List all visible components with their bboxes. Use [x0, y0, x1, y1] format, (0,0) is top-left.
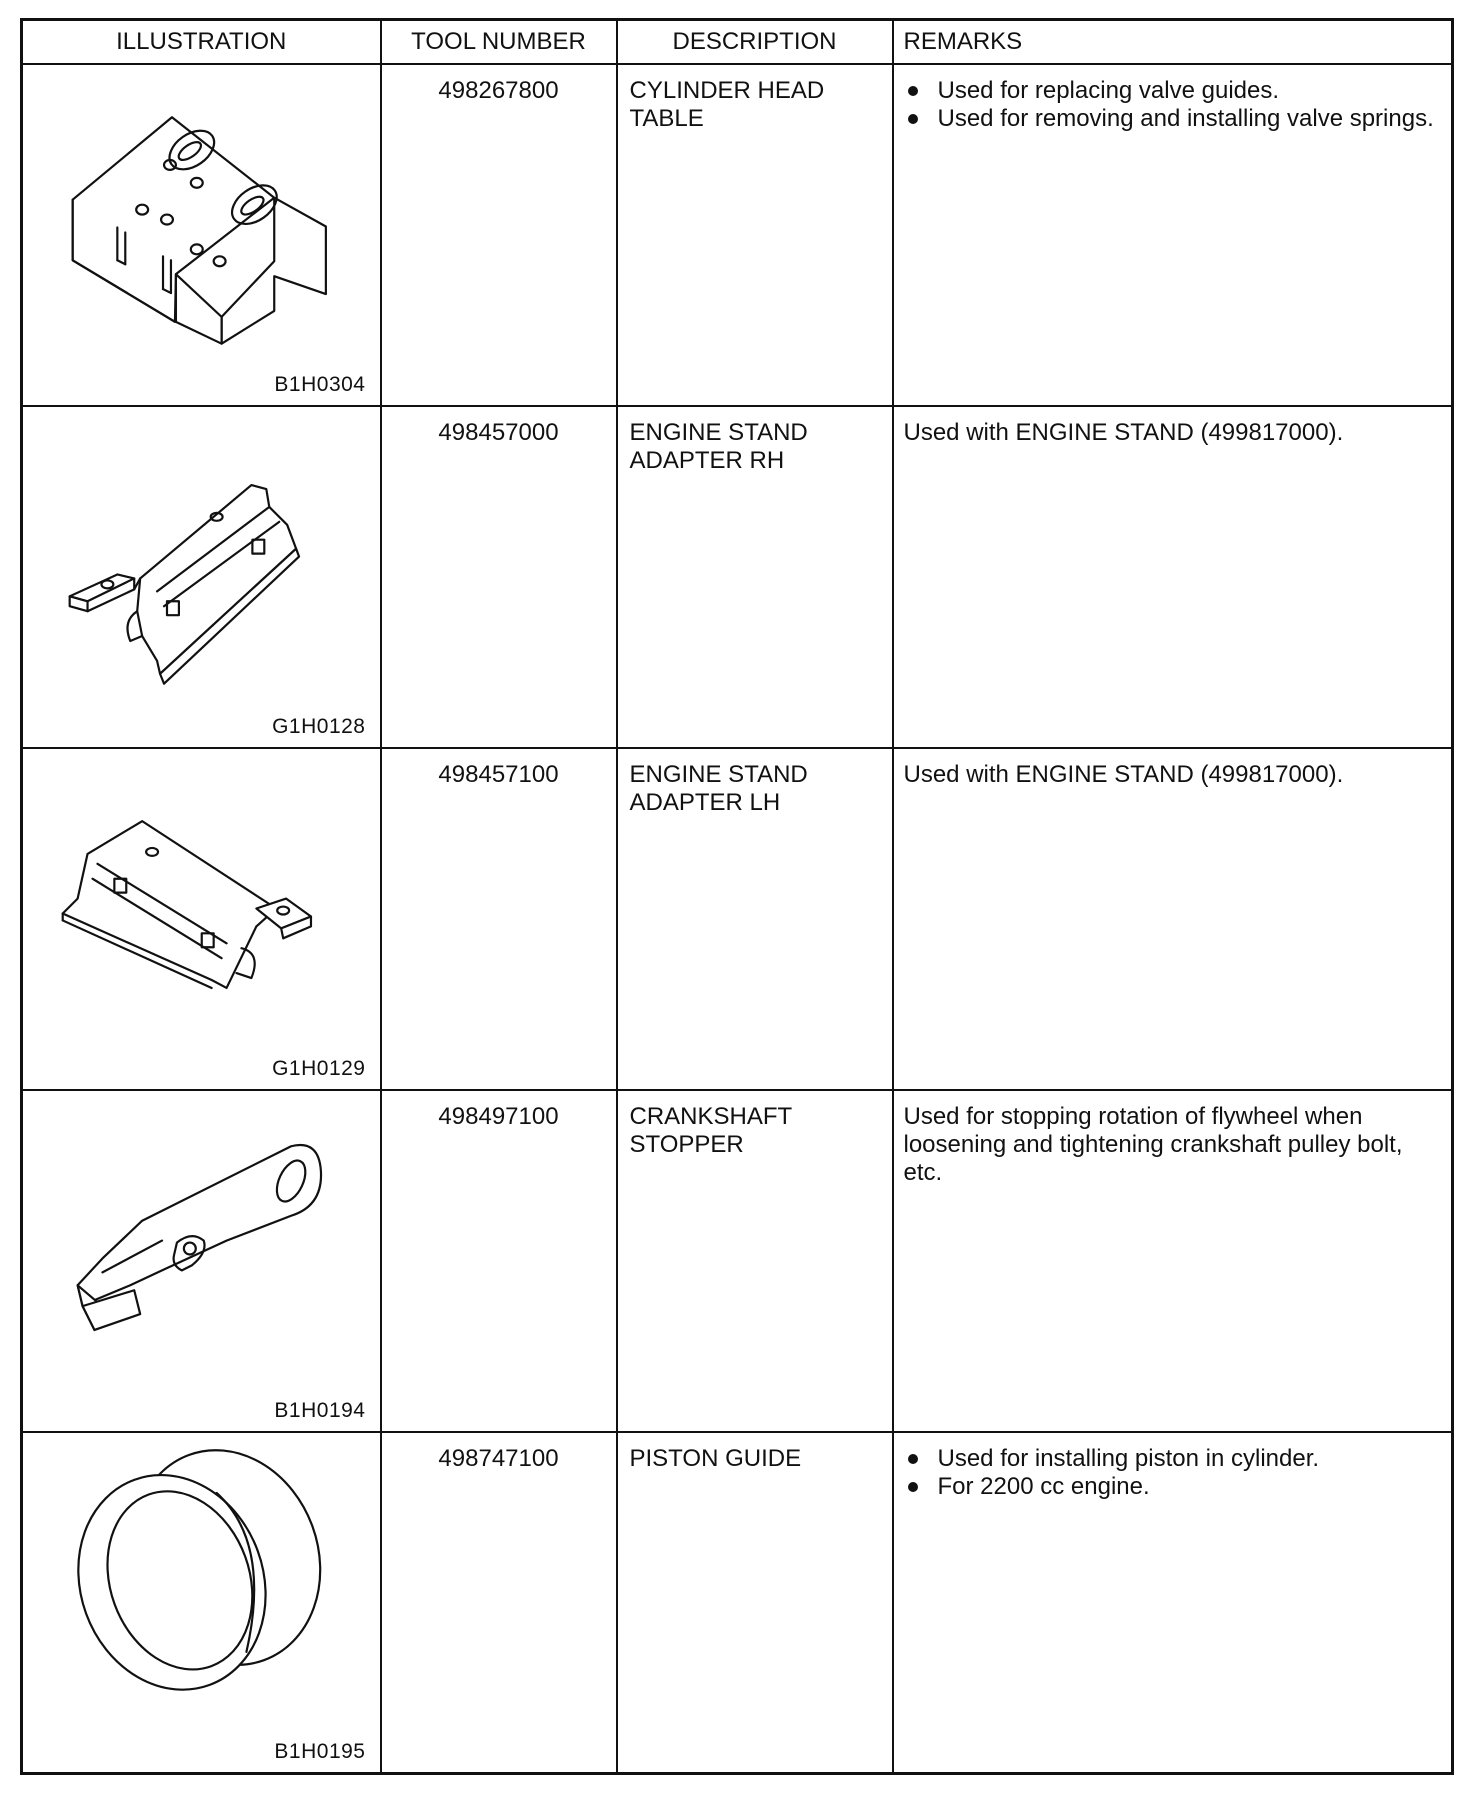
remark-text: Used with ENGINE STAND (499817000).: [903, 418, 1344, 446]
remarks-cell: [893, 748, 1453, 1090]
figure-code: B1H0304: [274, 372, 366, 396]
description-cell: CYLINDER HEAD TABLE: [617, 64, 893, 406]
remarks-cell: [893, 1432, 1453, 1774]
illustration-cell: [22, 1432, 381, 1774]
description-cell: ENGINE STAND ADAPTER LH: [617, 748, 893, 1090]
tool-number-cell: 498497100: [381, 1090, 617, 1432]
figure-code: G1H0129: [272, 1056, 366, 1080]
illustration-cell: [22, 1090, 381, 1432]
engine-stand-adapter-lh-illustration: [23, 749, 380, 1089]
description-cell: ENGINE STAND ADAPTER RH: [617, 406, 893, 748]
illustration-cell: [22, 748, 381, 1090]
description-cell: CRANKSHAFT STOPPER: [617, 1090, 893, 1432]
remark-item: Used for installing piston in cylinder.: [904, 1445, 1440, 1473]
remarks-list: [904, 1445, 1440, 1501]
header-tool-number: TOOL NUMBER: [381, 20, 617, 65]
remarks-cell: [893, 1090, 1453, 1432]
crankshaft-stopper-illustration: [23, 1091, 380, 1431]
header-description: DESCRIPTION: [617, 20, 893, 65]
tool-number-cell: 498267800: [381, 64, 617, 406]
description-cell: PISTON GUIDE: [617, 1432, 893, 1774]
tool-number-cell: 498747100: [381, 1432, 617, 1774]
header-illustration: ILLUSTRATION: [22, 20, 381, 65]
special-tools-table: [20, 18, 1454, 1775]
table-row: [22, 748, 1453, 1090]
figure-code: B1H0194: [274, 1398, 366, 1422]
illustration-cell: [22, 406, 381, 748]
remarks-list: [904, 77, 1440, 133]
figure-code: G1H0128: [272, 714, 366, 738]
table-row: [22, 1090, 1453, 1432]
table-row: [22, 64, 1453, 406]
piston-guide-illustration: [23, 1433, 380, 1772]
tool-number-cell: 498457100: [381, 748, 617, 1090]
header-remarks: REMARKS: [893, 20, 1453, 65]
remarks-cell: [893, 64, 1453, 406]
figure-code: B1H0195: [274, 1740, 366, 1763]
engine-stand-adapter-rh-illustration: [23, 407, 380, 747]
table-row: [22, 406, 1453, 748]
remark-item: Used for removing and installing valve springs.: [904, 105, 1440, 133]
remark-text: Used with ENGINE STAND (499817000).: [903, 760, 1344, 788]
remarks-cell: [893, 406, 1453, 748]
tool-number-cell: 498457000: [381, 406, 617, 748]
illustration-cell: [22, 64, 381, 406]
remark-text: Used for stopping rotation of flywheel when loosening and tightening crankshaft pulley bolt, etc.: [903, 1102, 1403, 1186]
remark-item: For 2200 cc engine.: [904, 1473, 1440, 1501]
table-header-row: [22, 20, 1453, 65]
table-row: [22, 1432, 1453, 1774]
remark-item: Used for replacing valve guides.: [904, 77, 1440, 105]
cylinder-head-table-illustration: [23, 65, 380, 405]
